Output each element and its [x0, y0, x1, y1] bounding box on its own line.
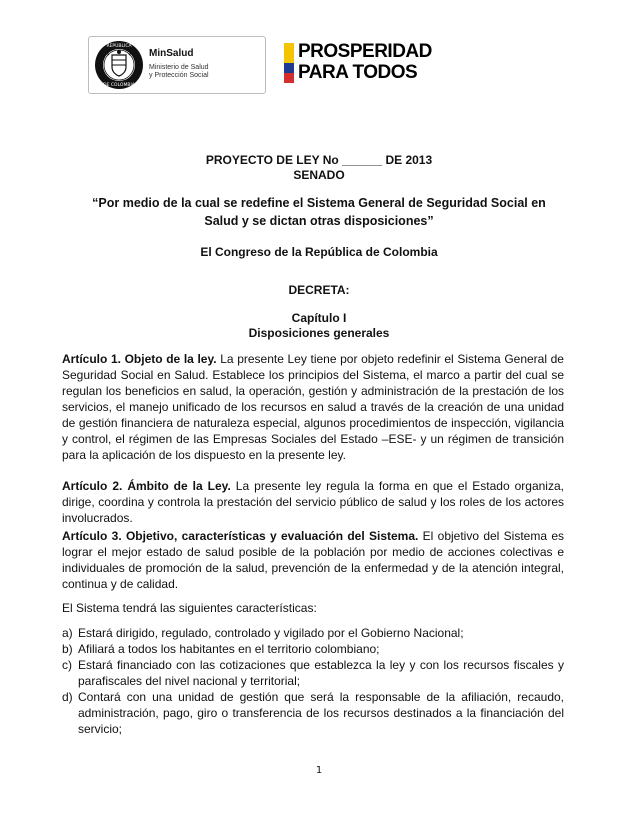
slogan-line1: PROSPERIDAD	[298, 41, 432, 62]
coat-of-arms-seal-icon	[93, 39, 145, 91]
page-number: 1	[315, 765, 323, 776]
article-1	[62, 351, 564, 463]
minsalud-logo	[88, 36, 266, 94]
article-2-text: La presente ley regula la forma en que el Estado organiza, dirige, coordina y controla la prestación del servicio público de salud y los roles de los actores involucrados.	[62, 479, 564, 525]
list-item-text: Estará dirigido, regulado, controlado y vigilado por el Gobierno Nacional;	[78, 626, 464, 640]
ministry-name-line1: Ministerio de Salud	[149, 64, 209, 71]
article-2-heading: Artículo 2. Ámbito de la Ley.	[62, 479, 231, 493]
ministry-name-line2: y Protección Social	[149, 72, 209, 79]
list-item	[62, 641, 564, 657]
header-logos	[88, 36, 538, 94]
list-item	[62, 657, 564, 689]
ministry-short-name: MinSalud	[149, 48, 194, 59]
list-item-text: Estará financiado con las cotizaciones que establezca la ley y con los recursos fiscales y parafiscales del nivel nacional y territorial;	[78, 658, 564, 688]
chapter-title: Disposiciones generales	[248, 326, 390, 340]
list-marker: d)	[62, 690, 73, 704]
list-item-text: Afiliará a todos los habitantes en el territorio colombiano;	[78, 642, 380, 656]
article-3-text: El objetivo del Sistema es lograr el mejor estado de salud posible de la población por medio de acciones colectivas e individuales de promoción de la salud, prevención de la enfermedad y de la atención integral, continua y de calidad.	[62, 529, 564, 591]
decreta-heading: DECRETA:	[288, 283, 350, 297]
list-item	[62, 625, 564, 641]
article-3-heading: Artículo 3. Objetivo, características y evaluación del Sistema.	[62, 529, 419, 543]
characteristics-intro: El Sistema tendrá las siguientes características:	[62, 601, 317, 615]
bill-subtitle: “Por medio de la cual se redefine el Sistema General de Seguridad Social en Salud y se dictan otras disposiciones”	[92, 196, 546, 228]
bill-title: PROYECTO DE LEY No ______ DE 2013	[205, 153, 433, 167]
article-3	[62, 528, 564, 592]
chamber-label: SENADO	[293, 168, 345, 182]
article-1-heading: Artículo 1. Objeto de la ley.	[62, 352, 217, 366]
svg-text:REPÚBLICA: REPÚBLICA	[106, 44, 132, 49]
colombia-flag-icon	[284, 43, 294, 83]
list-marker: c)	[62, 658, 72, 672]
article-2	[62, 478, 564, 526]
list-item-text: Contará con una unidad de gestión que será la responsable de la afiliación, recaudo, administración, pago, giro o transferencia de los recursos destinados a la financiación del servicio;	[78, 690, 564, 736]
article-1-text: La presente Ley tiene por objeto redefinir el Sistema General de Seguridad Social en Salud. Establece los principios del Sistema, el marco a partir del cual se regulan los beneficios en salud, la operación, gestión y administración de la prestación de los servicios, el manejo unificado de los recursos en salud a través de la creación de una unidad de gestión financiera de naturaleza especial, algunos procedimientos de inspección, vigilancia y control, el régimen de las Empresas Sociales del Estado –ESE- y un régimen de transición para la aplicación de los dispuesto en la presente ley.	[62, 352, 564, 462]
svg-text:DE COLOMBIA: DE COLOMBIA	[103, 83, 135, 88]
list-marker: b)	[62, 642, 73, 656]
slogan-line2: PARA TODOS	[298, 62, 418, 83]
characteristics-list	[62, 625, 564, 737]
list-marker: a)	[62, 626, 73, 640]
list-item	[62, 689, 564, 737]
chapter-number: Capítulo I	[291, 311, 347, 325]
prosperidad-logo	[284, 39, 436, 87]
congress-line: El Congreso de la República de Colombia	[200, 245, 438, 259]
